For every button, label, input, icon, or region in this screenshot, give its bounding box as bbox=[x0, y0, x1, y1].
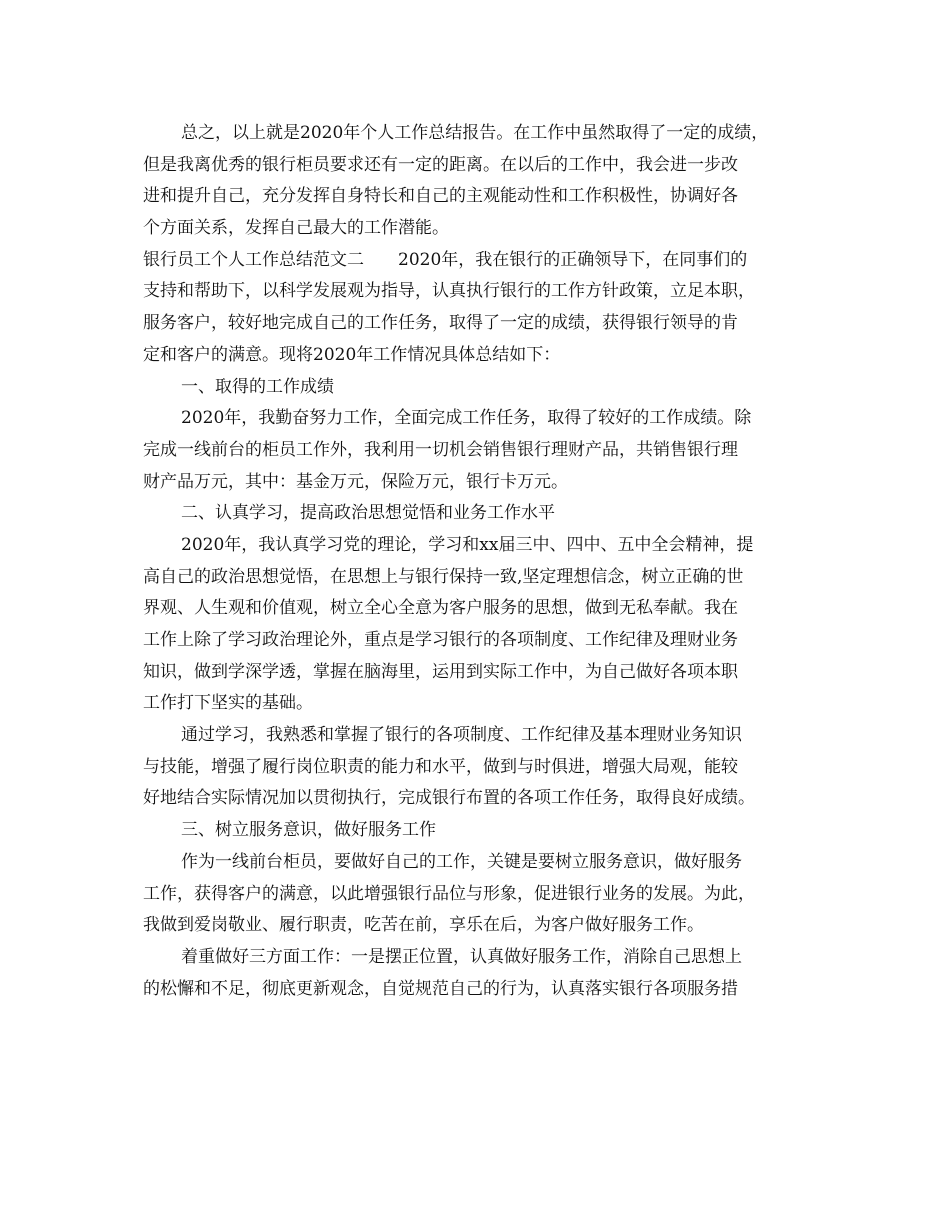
text-line: 作为一线前台柜员，要做好自己的工作，关键是要树立服务意识，做好服务 bbox=[181, 851, 742, 872]
text-line: 2020年，我认真学习党的理论，学习和xx届三中、四中、五中全会精神，提 bbox=[181, 534, 754, 555]
text-line: 通过学习，我熟悉和掌握了银行的各项制度、工作纪律及基本理财业务知识 bbox=[181, 725, 742, 746]
text-line: 着重做好三方面工作：一是摆正位置，认真做好服务工作，消除自己思想上 bbox=[181, 946, 742, 967]
text-line: 支持和帮助下，以科学发展观为指导，认真执行银行的工作方针政策，立足本职， bbox=[143, 281, 755, 302]
text-line: 界观、人生观和价值观，树立全心全意为客户服务的思想，做到无私奉献。我在 bbox=[143, 598, 738, 619]
text-line: 完成一线前台的柜员工作外，我利用一切机会销售银行理财产品，共销售银行理 bbox=[143, 439, 738, 460]
text-line: 服务客户，较好地完成自己的工作任务，取得了一定的成绩，获得银行领导的肯 bbox=[143, 313, 738, 334]
text-line: 进和提升自己，充分发挥自身特长和自己的主观能动性和工作积极性，协调好各 bbox=[143, 186, 738, 207]
text-line: 知识，做到学深学透，掌握在脑海里，运用到实际工作中，为自己做好各项本职 bbox=[143, 661, 738, 682]
document-body bbox=[143, 118, 813, 1005]
text-line: 总之，以上就是2020年个人工作总结报告。在工作中虽然取得了一定的成绩， bbox=[181, 123, 769, 143]
text-line: 银行员工个人工作总结范文二 2020年，我在银行的正确领导下，在同事们的 bbox=[143, 249, 748, 270]
text-line: 2020年，我勤奋努力工作，全面完成工作任务，取得了较好的工作成绩。除 bbox=[181, 408, 752, 429]
text-line: 我做到爱岗敬业、履行职责，吃苦在前，享乐在后，为客户做好服务工作。 bbox=[143, 915, 704, 936]
text-line: 工作，获得客户的满意，以此增强银行品位与形象，促进银行业务的发展。为此， bbox=[143, 883, 755, 904]
text-line: 与技能，增强了履行岗位职责的能力和水平，做到与时俱进，增强大局观，能较 bbox=[143, 756, 738, 777]
text-line: 一、取得的工作成绩 bbox=[181, 376, 334, 397]
text-line: 高自己的政治思想觉悟，在思想上与银行保持一致,坚定理想信念，树立正确的世 bbox=[143, 566, 744, 587]
text-line: 二、认真学习，提高政治思想觉悟和业务工作水平 bbox=[181, 503, 555, 524]
text-line: 定和客户的满意。现将2020年工作情况具体总结如下： bbox=[143, 344, 561, 365]
text-line: 个方面关系，发挥自己最大的工作潜能。 bbox=[143, 218, 449, 239]
text-line: 好地结合实际情况加以贯彻执行，完成银行布置的各项工作任务，取得良好成绩。 bbox=[143, 788, 755, 809]
text-line: 财产品万元，其中：基金万元，保险万元，银行卡万元。 bbox=[143, 471, 568, 492]
text-line: 工作打下坚实的基础。 bbox=[143, 693, 313, 714]
text-line: 但是我离优秀的银行柜员要求还有一定的距离。在以后的工作中，我会进一步改 bbox=[143, 154, 738, 175]
text-line: 三、树立服务意识，做好服务工作 bbox=[181, 820, 436, 841]
text-line: 工作上除了学习政治理论外，重点是学习银行的各项制度、工作纪律及理财业务 bbox=[143, 630, 738, 650]
text-line: 的松懈和不足，彻底更新观念，自觉规范自己的行为，认真落实银行各项服务措 bbox=[143, 978, 738, 999]
